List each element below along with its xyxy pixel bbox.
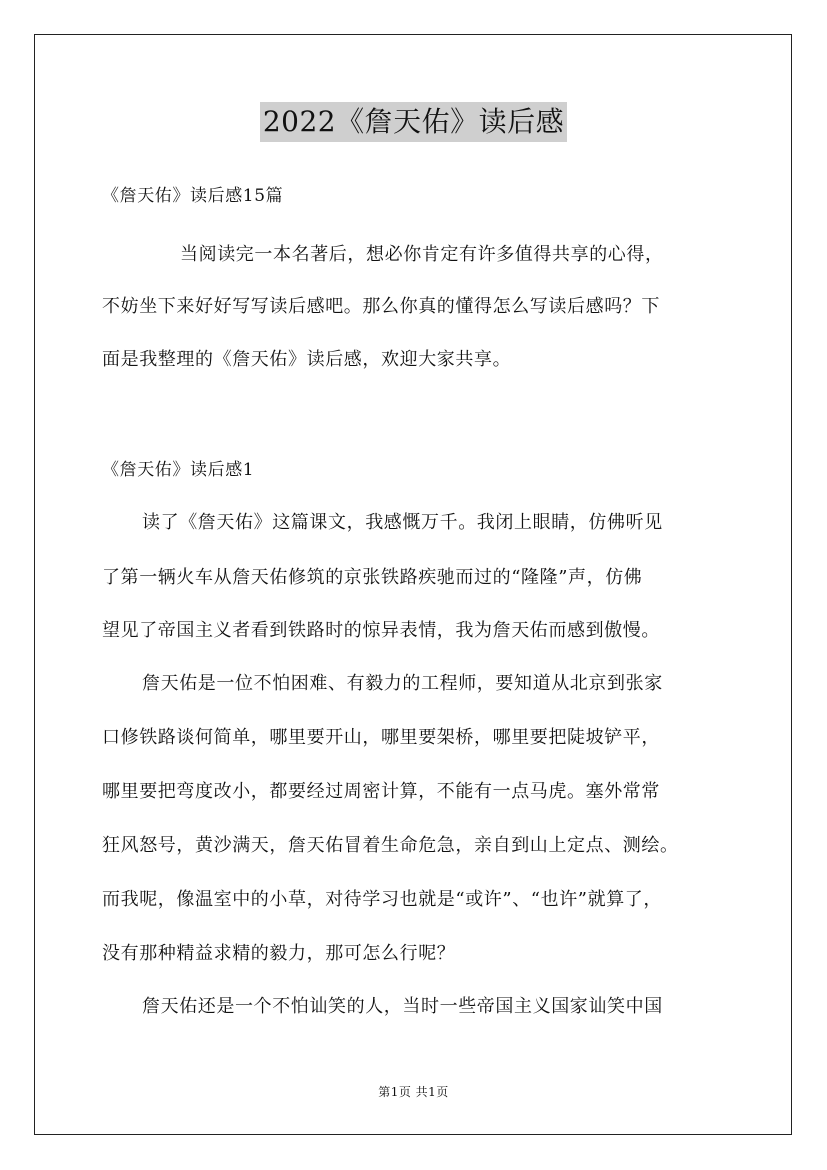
body-line: 哪里要把弯度改小，都要经过周密计算，不能有一点马虎。塞外常常 bbox=[102, 781, 660, 802]
intro-line: 不妨坐下来好好写写读后感吧。那么你真的懂得怎么写读后感吗？下 bbox=[102, 296, 660, 317]
body-line: 读了《詹天佑》这篇课文，我感慨万千。我闭上眼睛，仿佛听见 bbox=[142, 512, 663, 533]
body-line: 没有那种精益求精的毅力，那可怎么行呢？ bbox=[102, 943, 456, 964]
body-line: 而我呢，像温室中的小草，对待学习也就是“或许”、“也许”就算了， bbox=[102, 889, 663, 910]
body-line: 望见了帝国主义者看到铁路时的惊异表情，我为詹天佑而感到傲慢。 bbox=[102, 620, 660, 641]
body-line: 口修铁路谈何简单，哪里要开山，哪里要架桥，哪里要把陡坡铲平， bbox=[102, 727, 660, 748]
body-line: 詹天佑还是一个不怕讪笑的人，当时一些帝国主义国家讪笑中国 bbox=[142, 996, 663, 1017]
page-footer: 第1页 共1页 bbox=[378, 1085, 449, 1099]
intro-line: 面是我整理的《詹天佑》读后感，欢迎大家共享。 bbox=[102, 349, 512, 370]
document-title-wrap bbox=[0, 102, 827, 142]
body-line: 詹天佑是一位不怕困难、有毅力的工程师，要知道从北京到张家 bbox=[142, 673, 663, 694]
body-line: 狂风怒号，黄沙满天，詹天佑冒着生命危急，亲自到山上定点、测绘。 bbox=[102, 835, 679, 856]
document-subtitle: 《詹天佑》读后感15篇 bbox=[102, 186, 284, 206]
section-heading: 《詹天佑》读后感1 bbox=[102, 460, 255, 480]
body-line: 了第一辆火车从詹天佑修筑的京张铁路疾驰而过的“隆隆”声，仿佛 bbox=[102, 567, 643, 588]
document-title: 2022《詹天佑》读后感 bbox=[260, 102, 567, 142]
intro-line: 当阅读完一本名著后，想必你肯定有许多值得共享的心得， bbox=[180, 244, 664, 265]
